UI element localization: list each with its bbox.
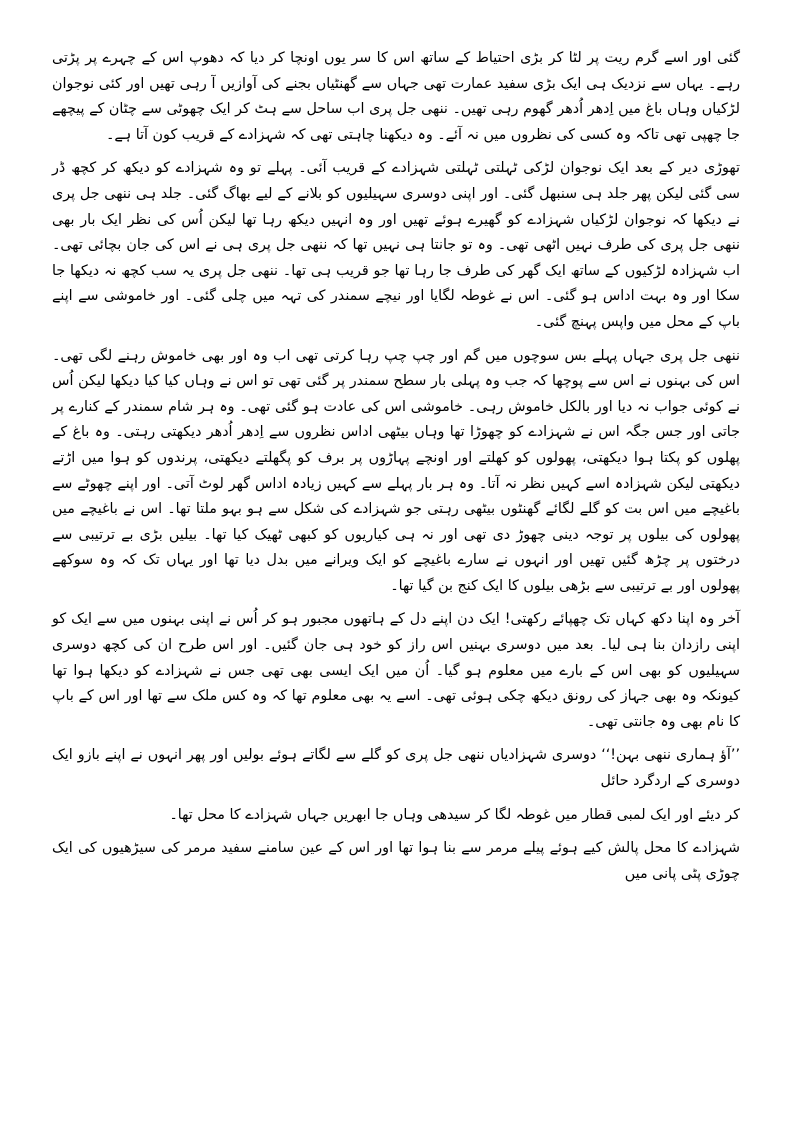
story-text: [52, 46, 740, 887]
paragraph-2: تھوڑی دیر کے بعد ایک نوجوان لڑکی ٹہلتی ٹہلتی شہزادے کے قریب آئی۔ پہلے تو وہ شہزادے کو دیکھ کر کچھ ڈر سی گئی لیکن پھر جلد ہی سنبھل گئی۔ اور اپنی دوسری سہیلیوں کو بلانے کے لیے بھاگ گئی۔ جلد ہی ننھی جل پری نے دیکھا کہ نوجوان لڑکیاں شہزادے کو گھیرے ہوئے تھیں اور وہ انہیں دیکھ رہا تھا لیکن اُس کی نظر ایک بار بھی ننھی جل پری کی طرف نہیں اٹھی تھی۔ وہ تو جانتا ہی نہیں تھا کہ ننھی جل پری ہی نے اس کی جان بچائی تھی۔ اب شہزادہ لڑکیوں کے ساتھ ایک گھر کی طرف جا رہا تھا جو قریب ہی تھا۔ ننھی جل پری یہ سب کچھ نہ دیکھا جا سکا اور وہ بہت اداس ہو گئی۔ اس نے غوطہ لگایا اور نیچے سمندر کی تہہ میں چلی گئی۔ اور خاموشی سے اپنے باپ کے محل میں واپس پہنچ گئی۔: [52, 160, 740, 330]
paragraph-7: شہزادے کا محل پالش کیے ہوئے پیلے مرمر سے بنا ہوا تھا اور اس کے عین سامنے سفید مرمر کی سیڑھیوں کی ایک چوڑی پٹی پانی میں: [52, 840, 740, 882]
paragraph-1: گئی اور اسے گرم ریت پر لٹا کر بڑی احتیاط کے ساتھ اس کا سر یوں اونچا کر دیا کہ دھوپ اس کے چہرے پر پڑتی رہے۔ یہاں سے نزدیک ہی ایک بڑی سفید عمارت تھی جہاں سے گھنٹیاں بجنے کی آوازیں آ رہی تھیں اور کئی نوجوان لڑکیاں وہاں باغ میں اِدھر اُدھر گھوم رہی تھیں۔ ننھی جل پری اب ساحل سے ہٹ کر ایک چھوٹی سے چٹان کے پیچھے جا چھپی تھی تاکہ وہ کسی کی نظروں میں نہ آئے۔ وہ دیکھنا چاہتی تھی کہ شہزادے کے قریب کون آتا ہے۔: [52, 50, 740, 143]
paragraph-3: ننھی جل پری جہاں پہلے بس سوچوں میں گم اور چپ چپ رہا کرتی تھی اب وہ اور بھی خاموش رہنے لگی تھی۔ اس کی بہنوں نے اس سے پوچھا کہ جب وہ پہلی بار سطح سمندر پر گئی تھی تو اس نے وہاں کیا کیا دیکھا لیکن اُس نے کوئی جواب نہ دیا اور بالکل خاموش رہی۔ خاموشی اس کی عادت ہو گئی تھی۔ وہ ہر شام سمندر کے کنارے پر جاتی اور جس جگہ اس نے شہزادے کو چھوڑا تھا وہاں بیٹھی اداس نظروں سے اِدھر اُدھر دیکھتی رہتی۔ وہ باغ کے پھلوں کو پکتا ہوا دیکھتی، پھولوں کو کھلتے اور اونچے پہاڑوں پر برف کو پگھلتے دیکھتی، پرندوں کو ہوا میں اڑتے دیکھتی لیکن شہزادہ اسے کہیں نظر نہ آتا۔ وہ ہر بار پہلے سے کہیں زیادہ اداس گھر لوٹ آتی۔ اور اپنے چھوٹے سے باغیچے میں اس بت کو گلے لگائے گھنٹوں بیٹھی رہتی جو شہزادے کی شکل سے ہو بہو ملتا تھا۔ اس نے باغیچے میں پھولوں کی بیلوں پر توجہ دینی چھوڑ دی تھی اور نہ ہی کیاریوں کو کبھی ٹھیک کیا تھا۔ بیلیں بڑی بے ترتیبی سے درختوں پر چڑھ گئیں تھیں اور انہوں نے سارے باغیچے کو ایک ویرانے میں بدل دیا تھا اور یہاں تک کہ وہ سوکھے پھولوں اور بے ترتیبی سے بڑھی بیلوں کا ایک کنج بن گیا تھا۔: [52, 347, 740, 594]
paragraph-6: کر دیئے اور ایک لمبی قطار میں غوطہ لگا کر سیدھی وہاں جا ابھریں جہاں شہزادے کا محل تھا۔: [169, 806, 740, 823]
paragraph-4: آخر وہ اپنا دکھ کہاں تک چھپائے رکھتی! ایک دن اپنے دل کے ہاتھوں مجبور ہو کر اُس نے اپنی بہنوں میں سے ایک کو اپنی رازدان بنا ہی لیا۔ بعد میں دوسری بہنیں اس راز کو خود ہی جان گئیں۔ اور اس طرح ان کی کچھ دوسری سہیلیوں کو بھی اس کے بارے میں معلوم ہو گیا۔ اُن میں ایک ایسی بھی تھی جس نے شہزادے کو دیکھا ہوا تھا کیونکہ وہ بھی جہاز کی رونق دیکھ چکی ہوئی تھی۔ اسے یہ بھی معلوم تھا کہ وہ کس ملک سے تھا اور اس کے باپ کا نام بھی وہ جانتی تھی۔: [52, 611, 740, 730]
paragraph-5: ’’آؤ ہماری ننھی بہن!‘‘ دوسری شہزادیاں ننھی جل پری کو گلے سے لگاتے ہوئے بولیں اور پھر انہوں نے اپنے بازو ایک دوسری کے اردگرد حائل: [52, 747, 740, 790]
